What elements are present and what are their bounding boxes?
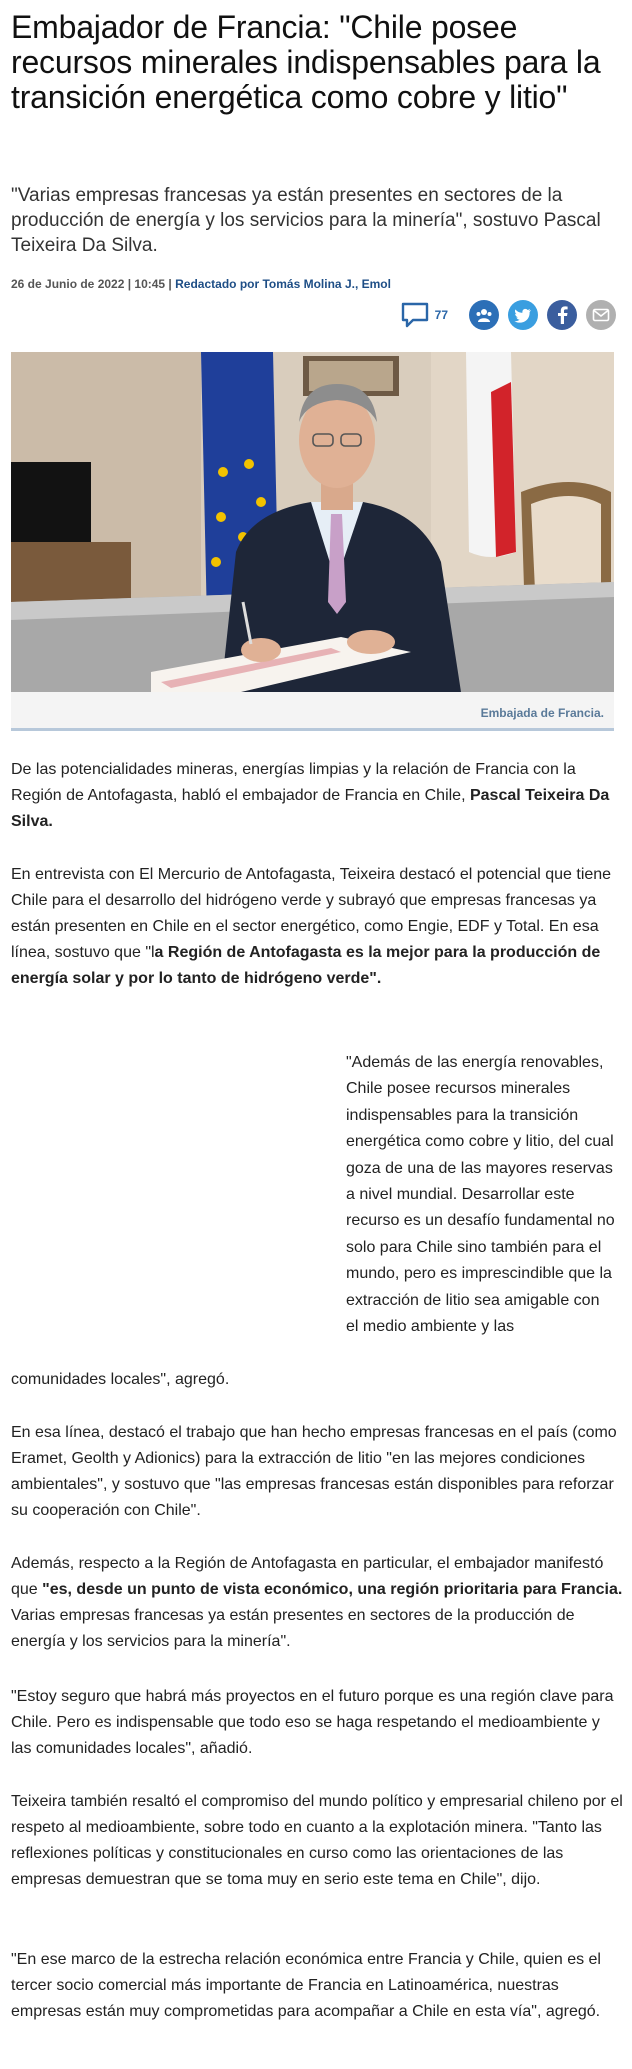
facebook-share-button[interactable]	[547, 300, 577, 330]
comment-icon	[401, 302, 429, 328]
paragraph-2-bold: a Región de Antofagasta es la mejor para la producción de energía solar y por lo tanto de hidrógeno verde".	[11, 944, 601, 987]
quote-paragraph-end: comunidades locales", agregó.	[11, 1371, 230, 1388]
quote-paragraph: "Además de las energía renovables, Chile posee recursos minerales indispensables para la transición energética como cobre y litio, del cual goza de una de las mayores reservas a nivel mundial. Desarrollar este recurso es un desafío fundamental no solo para Chile sino también para el mundo, pero es imprescindible que la extracción de litio sea amigable con el medio ambiente y las	[346, 1054, 615, 1336]
paragraph-6: "Estoy seguro que habrá más proyectos en el futuro porque es una región clave para Chile. Pero es indispensable que todo eso se haga respetando el medioambiente y las comunidades locales", añadió.	[11, 1688, 614, 1757]
article-subtitle: "Varias empresas francesas ya están presentes en sectores de la producción de energía y los servicios para la minería", sostuvo Pascal Teixeira Da Silva.	[11, 185, 601, 256]
paragraph-7: Teixeira también resaltó el compromiso del mundo político y empresarial chileno por el respeto al medioambiente, sobre todo en cuanto a la explotación minera. "Tanto las reflexiones políticas y constitucionales en curso como las orientaciones de las empresas demuestran que se toma muy en serio este tema en Chile", dijo.	[11, 1793, 623, 1888]
ambassador-photo	[11, 352, 614, 692]
photo-caption: Embajada de Francia.	[480, 706, 604, 720]
paragraph-5-text-end: Varias empresas francesas ya están presentes en sectores de la producción de energía y los servicios para la minería".	[11, 1607, 575, 1650]
share-bar	[401, 298, 616, 332]
article-photo	[11, 352, 614, 692]
paragraph-5-text: Además, respecto a la Región de Antofagasta en particular, el embajador manifestó que	[11, 1555, 604, 1598]
twitter-icon	[514, 308, 532, 323]
paragraph-1	[11, 757, 623, 835]
article-author[interactable]: Redactado por Tomás Molina J., Emol	[175, 277, 391, 291]
paragraph-1-bold: Pascal Teixeira Da Silva.	[11, 787, 610, 830]
article-date: 26 de Junio de 2022 | 10:45 |	[11, 277, 172, 291]
email-share-button[interactable]	[586, 300, 616, 330]
twitter-share-button[interactable]	[508, 300, 538, 330]
article-title: Embajador de Francia: "Chile posee recursos minerales indispensables para la transición energética como cobre y litio"	[11, 9, 601, 115]
email-icon	[592, 308, 610, 322]
paragraph-2	[11, 862, 623, 992]
article-figure	[11, 352, 614, 731]
paragraph-2-text: En entrevista con El Mercurio de Antofagasta, Teixeira destacó el potencial que tiene Chile para el desarrollo del hidrógeno verde y subrayó que empresas francesas ya están presenten en Chile en el sector energético, como Engie, EDF y Total. En esa línea, sostuvo que "l	[11, 866, 612, 961]
paragraph-8: "En ese marco de la estrecha relación económica entre Francia y Chile, quien es el tercer socio comercial más importante de Francia en Latinoamérica, nuestras empresas están muy comprometidas para acompañar a Chile en esta vía", agregó.	[11, 1951, 601, 2020]
community-share-button[interactable]	[469, 300, 499, 330]
comments-button[interactable]	[401, 302, 448, 328]
paragraph-1-text: De las potencialidades mineras, energías limpias y la relación de Francia con la Región de Antofagasta, habló el embajador de Francia en Chile,	[11, 761, 576, 804]
facebook-icon	[556, 306, 568, 324]
comment-count: 77	[434, 308, 448, 322]
paragraph-5-bold: "es, desde un punto de vista económico, una región prioritaria para Francia.	[42, 1581, 623, 1598]
byline	[11, 276, 623, 292]
paragraph-4: En esa línea, destacó el trabajo que han hecho empresas francesas en el país (como Eramet, Geolth y Adionics) para la extracción de litio "en las mejores condiciones ambientales", y sostuvo que "las empresas francesas están disponibles para reforzar su cooperación con Chile".	[11, 1424, 617, 1519]
paragraph-5	[11, 1551, 623, 1655]
community-icon	[475, 307, 493, 323]
